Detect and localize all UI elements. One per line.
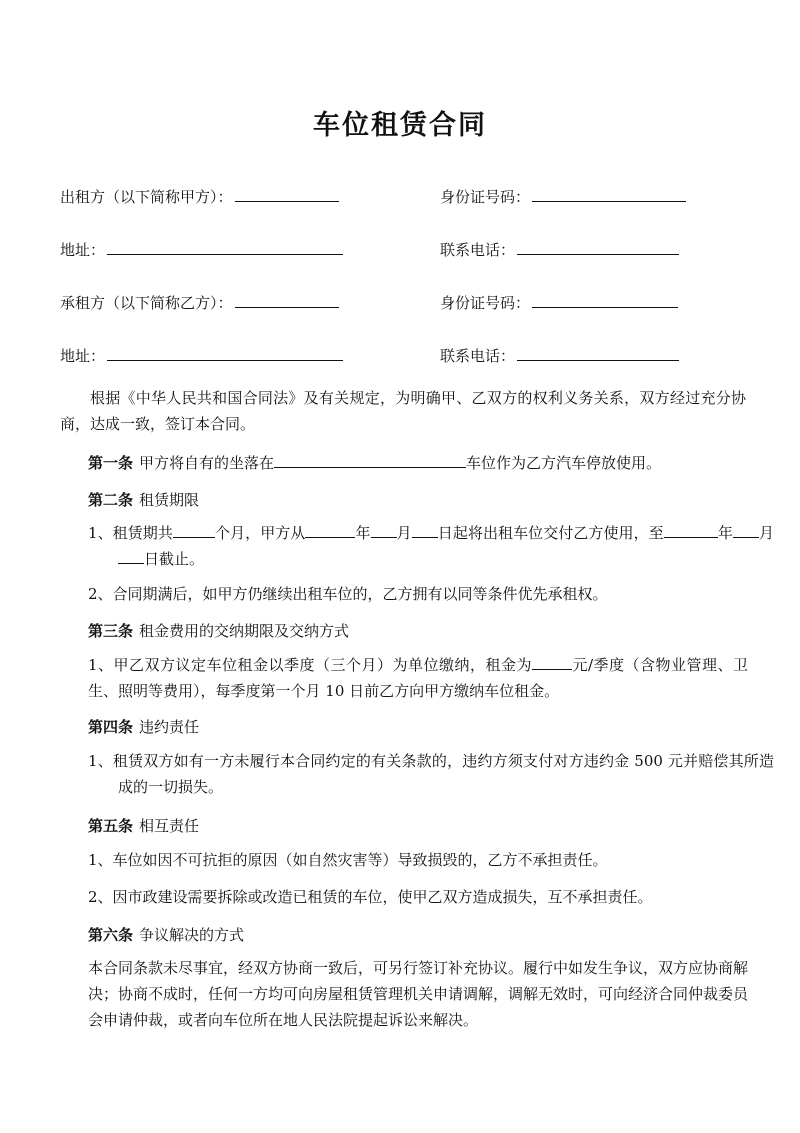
article-5-clause-2: 2、因市政建设需要拆除或改造已租赁的车位，使甲乙双方造成损失，互不承担责任。 <box>88 888 653 906</box>
article-2-heading: 第二条 <box>88 491 134 509</box>
clause-text: 日起将出租车位交付乙方使用，至 <box>437 524 664 542</box>
lessee-phone-blank[interactable] <box>517 345 679 361</box>
lessor-id-label: 身份证号码： <box>440 188 531 206</box>
article-3-clause-1 <box>88 652 748 704</box>
clause-text: 月 <box>758 524 774 542</box>
article-5-clause-1: 1、车位如因不可抗拒的原因（如自然灾害等）导致损毁的，乙方不承担责任。 <box>88 851 608 869</box>
lessee-id-blank[interactable] <box>532 292 678 308</box>
lessee-label: 承租方（以下简称乙方）： <box>60 294 233 312</box>
article-4-heading: 第四条 <box>88 718 134 736</box>
article-6-title: 争议解决的方式 <box>139 926 245 944</box>
lessor-id-field <box>440 186 688 208</box>
lessee-id-field <box>440 292 680 314</box>
lessor-address-label: 地址： <box>60 241 106 259</box>
clause-text: 月 <box>396 524 412 542</box>
lessee-phone-field <box>440 345 681 367</box>
article-4-heading-line <box>88 714 748 740</box>
article-4-clause-1: 1、租赁双方如有一方未履行本合同约定的有关条款的，违约方须支付对方违约金 500 元并赔偿其所造成的一切损失。 <box>88 752 774 796</box>
clause-text: 日截止。 <box>144 550 205 568</box>
lessee-id-label: 身份证号码： <box>440 294 531 312</box>
lessor-name-field <box>60 186 341 208</box>
article-2-clause-1 <box>88 520 774 572</box>
article-2-title: 租赁期限 <box>139 491 200 509</box>
lessee-address-label: 地址： <box>60 347 106 365</box>
article-6-heading-line <box>88 922 748 948</box>
clause-text: 1、租赁期共 <box>88 524 173 542</box>
lessor-id-blank[interactable] <box>532 186 686 202</box>
article-5-heading: 第五条 <box>88 817 134 835</box>
lessor-label: 出租方（以下简称甲方）： <box>60 188 233 206</box>
lessor-address-blank[interactable] <box>107 239 343 255</box>
lessor-address-field <box>60 239 345 261</box>
clause-text: 年 <box>355 524 371 542</box>
lessor-phone-field <box>440 239 681 261</box>
article-2-clause-2: 2、合同期满后，如甲方仍继续出租车位的，乙方拥有以同等条件优先承租权。 <box>88 585 608 603</box>
lessor-phone-label: 联系电话： <box>440 241 516 259</box>
article-5-title: 相互责任 <box>139 817 200 835</box>
parking-location-blank[interactable] <box>274 451 466 468</box>
clause-text: 个月，甲方从 <box>214 524 306 542</box>
document-title: 车位租赁合同 <box>313 110 487 141</box>
end-month-blank[interactable] <box>733 521 759 538</box>
clause-text: 年 <box>717 524 733 542</box>
article-1 <box>88 450 748 476</box>
start-month-blank[interactable] <box>371 521 397 538</box>
start-day-blank[interactable] <box>412 521 438 538</box>
rent-amount-blank[interactable] <box>532 653 572 670</box>
end-day-blank[interactable] <box>118 547 144 564</box>
article-5-heading-line <box>88 813 748 839</box>
lessee-address-blank[interactable] <box>107 345 343 361</box>
article-3-heading: 第三条 <box>88 622 134 640</box>
lessor-name-blank[interactable] <box>235 186 339 202</box>
article-6-body: 本合同条款未尽事宜，经双方协商一致后，可另行签订补充协议。履行中如发生争议，双方应协商解决；协商不成时，任何一方均可向房屋租赁管理机关申请调解，调解无效时，可向经济合同仲裁委员会申请仲裁，或者向车位所在地人民法院提起诉讼来解决。 <box>88 959 749 1029</box>
lease-months-blank[interactable] <box>173 521 215 538</box>
lessee-name-blank[interactable] <box>235 292 339 308</box>
end-year-blank[interactable] <box>664 521 718 538</box>
lessee-address-field <box>60 345 345 367</box>
clause-text: 1、甲乙双方议定车位租金以季度（三个月）为单位缴纳，租金为 <box>88 656 532 674</box>
article-3-title: 租金费用的交纳期限及交纳方式 <box>139 622 350 640</box>
start-year-blank[interactable] <box>305 521 355 538</box>
article-3-heading-line <box>88 618 748 644</box>
clause-text: 元/季度（含物业管理、卫生、照明等费用），每季度第一个月 10 日前乙方向甲方缴纳车位租金。 <box>88 656 749 700</box>
lessor-phone-blank[interactable] <box>517 239 679 255</box>
lessee-name-field <box>60 292 341 314</box>
article-1-text-before: 甲方将自有的坐落在 <box>139 454 275 472</box>
article-1-text-after: 车位作为乙方汽车停放使用。 <box>466 454 662 472</box>
article-1-heading: 第一条 <box>88 454 134 472</box>
article-6-heading: 第六条 <box>88 926 134 944</box>
article-2-heading-line <box>88 487 748 513</box>
preamble: 根据《中华人民共和国合同法》及有关规定，为明确甲、乙双方的权利义务关系，双方经过充分协商，达成一致，签订本合同。 <box>60 389 746 433</box>
article-4-title: 违约责任 <box>139 718 200 736</box>
lessee-phone-label: 联系电话： <box>440 347 516 365</box>
